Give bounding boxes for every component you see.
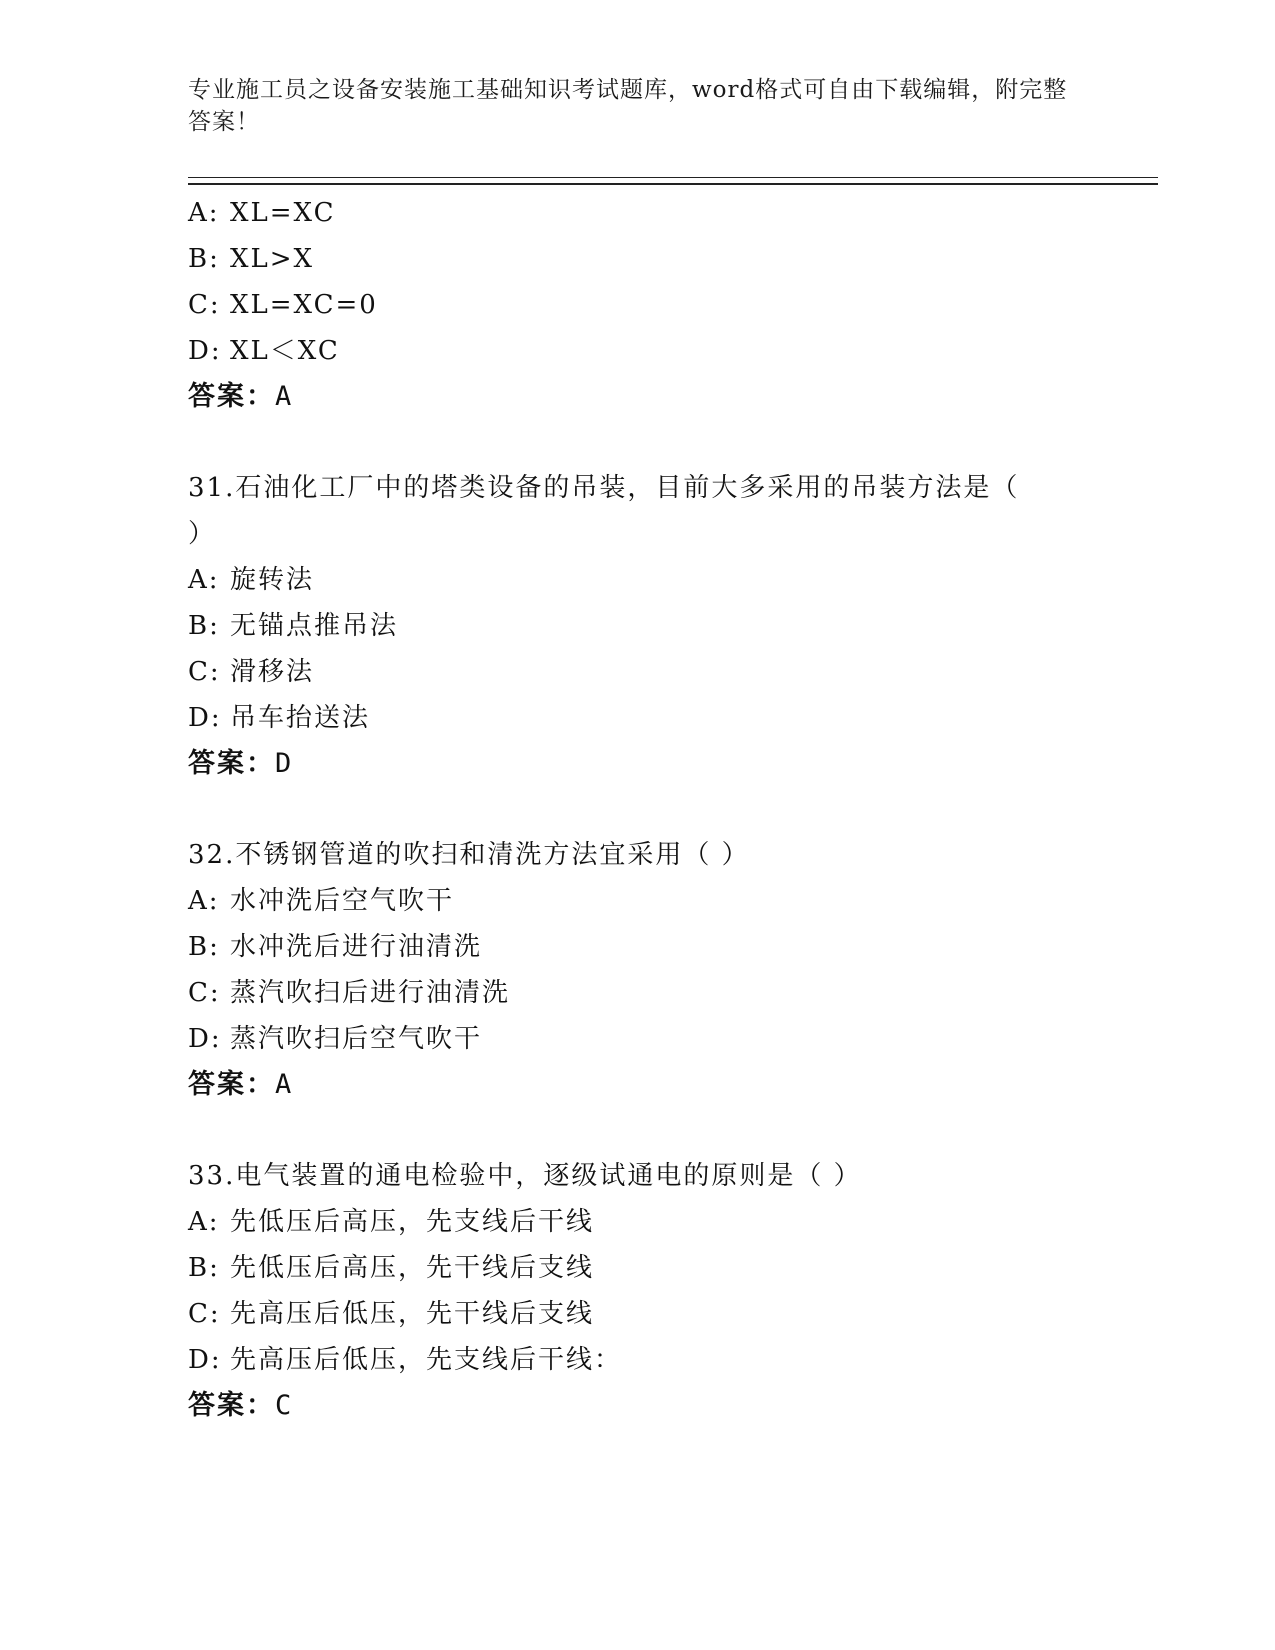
option-text: 滑移法 <box>230 657 315 687</box>
option-text: 水冲洗后空气吹干 <box>230 886 455 916</box>
option-text: 吊车抬送法 <box>230 703 371 733</box>
option-a <box>188 190 1148 236</box>
question-text: 33.电气装置的通电检验中，逐级试通电的原则是（ ） <box>188 1161 862 1191</box>
option-text: 蒸汽吹扫后空气吹干 <box>230 1024 483 1054</box>
answer-value: A <box>275 381 293 412</box>
answer-label: 答案： <box>188 381 275 412</box>
question-text: 32.不锈钢管道的吹扫和清洗方法宜采用（ ） <box>188 840 750 870</box>
question-block <box>188 832 1148 1108</box>
option-letter: B: <box>188 611 220 641</box>
option-d <box>188 328 1148 374</box>
option-letter: C: <box>188 290 221 320</box>
question-block <box>188 1153 1148 1429</box>
question-block <box>188 465 1148 787</box>
option-a <box>188 1199 1148 1245</box>
answer-label: 答案： <box>188 748 275 779</box>
option-text: 先低压后高压，先干线后支线 <box>230 1253 595 1283</box>
header-divider-thin <box>188 177 1158 178</box>
question-text-continued: ） <box>188 519 217 549</box>
option-text: 先低压后高压，先支线后干线 <box>230 1207 595 1237</box>
option-c <box>188 282 1148 328</box>
option-a <box>188 557 1148 603</box>
option-letter: C: <box>188 978 221 1008</box>
answer-line <box>188 374 1148 420</box>
block-spacer <box>188 787 1148 832</box>
option-letter: B: <box>188 932 220 962</box>
option-text: XL=XC <box>230 198 336 228</box>
option-text: 水冲洗后进行油清洗 <box>230 932 483 962</box>
answer-line <box>188 741 1148 787</box>
option-b <box>188 924 1148 970</box>
option-letter: C: <box>188 1299 221 1329</box>
option-b <box>188 1245 1148 1291</box>
answer-value: C <box>275 1390 293 1421</box>
option-letter: D: <box>188 336 222 366</box>
option-b <box>188 603 1148 649</box>
header-divider-thick <box>188 183 1158 185</box>
option-c <box>188 1291 1148 1337</box>
option-text: 蒸汽吹扫后进行油清洗 <box>230 978 511 1008</box>
option-text: 旋转法 <box>230 565 315 595</box>
option-letter: D: <box>188 1345 222 1375</box>
option-letter: D: <box>188 703 222 733</box>
option-d <box>188 1337 1148 1383</box>
option-text: XL=XC=0 <box>230 290 378 320</box>
option-letter: A: <box>188 1207 220 1237</box>
option-text: 先高压后低压，先干线后支线 <box>230 1299 595 1329</box>
question-block <box>188 190 1148 420</box>
option-c <box>188 970 1148 1016</box>
option-a <box>188 878 1148 924</box>
option-d <box>188 695 1148 741</box>
option-d <box>188 1016 1148 1062</box>
question-list <box>188 190 1148 1429</box>
option-c <box>188 649 1148 695</box>
option-letter: B: <box>188 1253 220 1283</box>
option-text: XL>X <box>230 244 315 274</box>
option-letter: C: <box>188 657 221 687</box>
option-b <box>188 236 1148 282</box>
answer-label: 答案： <box>188 1069 275 1100</box>
option-letter: A: <box>188 886 220 916</box>
answer-line <box>188 1062 1148 1108</box>
option-text: 无锚点推吊法 <box>230 611 399 641</box>
answer-label: 答案： <box>188 1390 275 1421</box>
option-letter: B: <box>188 244 220 274</box>
option-letter: D: <box>188 1024 222 1054</box>
document-header: 专业施工员之设备安装施工基础知识考试题库，word格式可自由下载编辑，附完整答案！ <box>188 77 1068 135</box>
answer-value: A <box>275 1069 293 1100</box>
answer-value: D <box>275 748 293 779</box>
option-text: XL＜XC <box>230 336 340 366</box>
block-spacer <box>188 420 1148 465</box>
block-spacer <box>188 1108 1148 1153</box>
option-letter: A: <box>188 565 220 595</box>
answer-line <box>188 1383 1148 1429</box>
question-text: 31.石油化工厂中的塔类设备的吊装，目前大多采用的吊装方法是（ <box>188 473 1020 503</box>
option-text: 先高压后低压，先支线后干线： <box>230 1345 623 1375</box>
option-letter: A: <box>188 198 220 228</box>
